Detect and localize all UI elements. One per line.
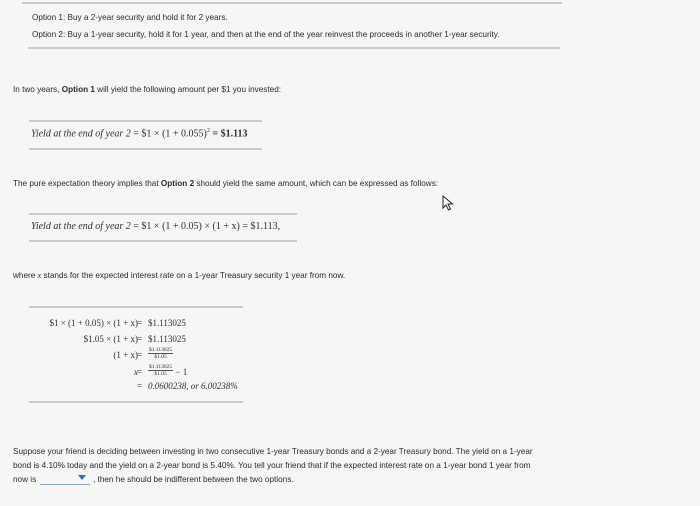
question-line-2: bond is 4.10% today and the yield on a 2-year bond is 5.40%. You tell your friend that if the expected interest rate on a 1-year bond 1 year from [13,461,531,470]
interest-rate-dropdown[interactable] [40,471,90,485]
where-suffix: stands for the expected interest rate on a 1-year Treasury security 1 year from now. [41,271,346,280]
intro-suffix: will yield the following amount per $1 you invested: [94,85,282,94]
derivation-row3-fraction [148,345,173,363]
formula-2 [31,221,280,232]
derivation-row5-eq: = [137,381,143,391]
where-variable: x [37,271,42,280]
divider [29,306,243,308]
fraction-denominator: $1.05 [154,354,167,361]
derivation-row4-eq: = [137,367,143,377]
minus-one: − 1 [173,367,188,377]
divider [29,120,262,122]
divider [29,148,262,150]
where-text [13,270,345,282]
formula-2-expr: = $1 × (1 + 0.05) × (1 + x) = $1.113, [130,221,281,232]
divider [29,213,297,215]
formula-1-exponent: 2 [206,128,210,134]
where-prefix: where [13,271,38,280]
formula-1-label: Yield at the end of year 2 [31,128,131,140]
question-line-3-prefix: now is [13,475,37,484]
chevron-down-icon [78,475,86,480]
fraction-denominator: $1.05 [154,371,167,378]
formula-2-label: Yield at the end of year 2 [31,221,131,232]
formula-1 [31,128,248,139]
derivation-row5-result: 0.0600238, or 6.00238% [148,381,238,391]
intro-prefix: In two years, [13,85,62,94]
divider [29,401,243,403]
option-1-text: Option 1: Buy a 2-year security and hold it for 2 years. [32,13,228,22]
fraction-numerator: $1.113025 [149,364,173,371]
derivation-row3-left: (1 + x) [113,350,138,360]
divider [28,47,560,49]
derivation-row1-right: $1.113025 [148,318,186,328]
theory-prefix: The pure expectation theory implies that [13,179,161,188]
question-line-3-suffix: , then he should be indifferent between the two options. [93,475,294,484]
derivation-row2-right: $1.113025 [148,334,186,344]
derivation-row4-left: x [134,367,138,377]
derivation-row1-left: $1 × (1 + 0.05) × (1 + x) [49,318,138,328]
derivation-row3-eq: = [137,350,143,360]
derivation-row1-eq: = [137,318,143,328]
intro-bold: Option 1 [61,85,95,94]
option-2-text: Option 2: Buy a 1-year security, hold it for 1 year, and then at the end of the year reinvest the proceeds in another 1-year security. [32,30,500,39]
derivation-row2-eq: = [137,334,143,344]
theory-text [13,178,438,190]
mouse-pointer-icon [441,195,455,211]
formula-1-expr: = $1 × (1 + 0.055) [130,128,207,140]
formula-1-result: = $1.113 [209,128,248,140]
fraction-numerator: $1.113025 [149,347,173,354]
divider [22,2,562,4]
theory-bold: Option 2 [160,179,195,188]
derivation-row2-left: $1.05 × (1 + x) [83,334,138,344]
derivation-row4-expr [148,362,187,380]
divider [29,240,297,242]
intro-text [13,84,281,96]
theory-suffix: should yield the same amount, which can be expressed as follows: [194,179,439,188]
question-line-1: Suppose your friend is deciding between investing in two consecutive 1-year Treasury bonds and a 2-year Treasury bond. The yield on a 1-year [13,447,533,456]
